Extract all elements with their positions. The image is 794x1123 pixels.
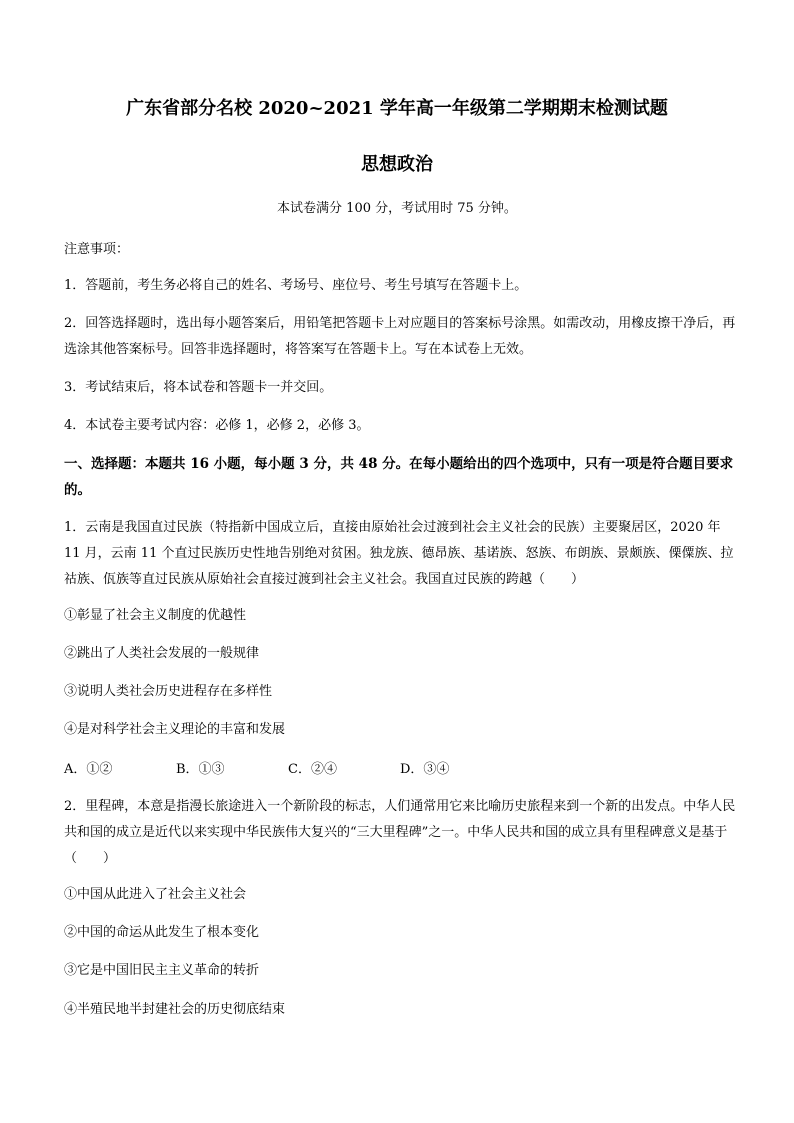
section-heading: 一、选择题：本题共 16 小题，每小题 3 分，共 48 分。在每小题给出的四个选项中，只有一项是符合题目要求的。 xyxy=(64,456,734,498)
question-1-options xyxy=(64,757,736,783)
question-1-statement-2: ②跳出了人类社会发展的一般规律 xyxy=(64,646,260,661)
option-b: B．①③ xyxy=(176,762,225,777)
notice-item-1: 1．答题前，考生务必将自己的姓名、考场号、座位号、考生号填写在答题卡上。 xyxy=(64,278,528,293)
question-1-statement-3: ③说明人类社会历史进程存在多样性 xyxy=(64,684,273,699)
option-c: C．②④ xyxy=(288,762,337,777)
question-2-statement-2: ②中国的命运从此发生了根本变化 xyxy=(64,925,260,940)
question-1-stem: 1．云南是我国直过民族（特指新中国成立后，直接由原始社会过渡到社会主义社会的民族）主要聚居区，2020 年 11 月，云南 11 个直过民族历史性地告别绝对贫困。独龙族、德昂族、基诺族、怒族、布朗族、景颇族、傈僳族、拉祜族、佤族等直过民族从原始社会直接过渡到社会主义社会。我国直过民族的跨越（ ） xyxy=(64,520,734,587)
exam-title: 广东省部分名校 2020~2021 学年高一年级第二学期期末检测试题 xyxy=(126,98,668,119)
notice-heading: 注意事项： xyxy=(64,242,130,257)
subject-title: 思想政治 xyxy=(361,154,433,175)
question-2-stem: 2．里程碑，本意是指漫长旅途进入一个新阶段的标志，人们通常用它来比喻历史旅程来到一个新的出发点。中华人民共和国的成立是近代以来实现中华民族伟大复兴的“三大里程碑”之一。中华人民共和国的成立具有里程碑意义是基于（ ） xyxy=(64,799,736,866)
option-d: D．③④ xyxy=(400,762,450,777)
notice-item-2: 2．回答选择题时，选出每小题答案后，用铅笔把答题卡上对应题目的答案标号涂黑。如需改动，用橡皮擦干净后，再选涂其他答案标号。回答非选择题时，将答案写在答题卡上。写在本试卷上无效。 xyxy=(64,316,736,357)
question-2-statement-4: ④半殖民地半封建社会的历史彻底结束 xyxy=(64,1002,286,1017)
question-2-statement-1: ①中国从此进入了社会主义社会 xyxy=(64,887,247,902)
exam-info: 本试卷满分 100 分，考试用时 75 分钟。 xyxy=(277,201,517,216)
notice-item-3: 3．考试结束后，将本试卷和答题卡一并交回。 xyxy=(64,380,333,395)
option-a: A．①② xyxy=(64,762,113,777)
question-2-statement-3: ③它是中国旧民主主义革命的转折 xyxy=(64,963,260,978)
question-1-statement-1: ①彰显了社会主义制度的优越性 xyxy=(64,608,247,623)
notice-item-4: 4．本试卷主要考试内容：必修 1，必修 2，必修 3。 xyxy=(64,418,370,433)
question-1-statement-4: ④是对科学社会主义理论的丰富和发展 xyxy=(64,722,286,737)
